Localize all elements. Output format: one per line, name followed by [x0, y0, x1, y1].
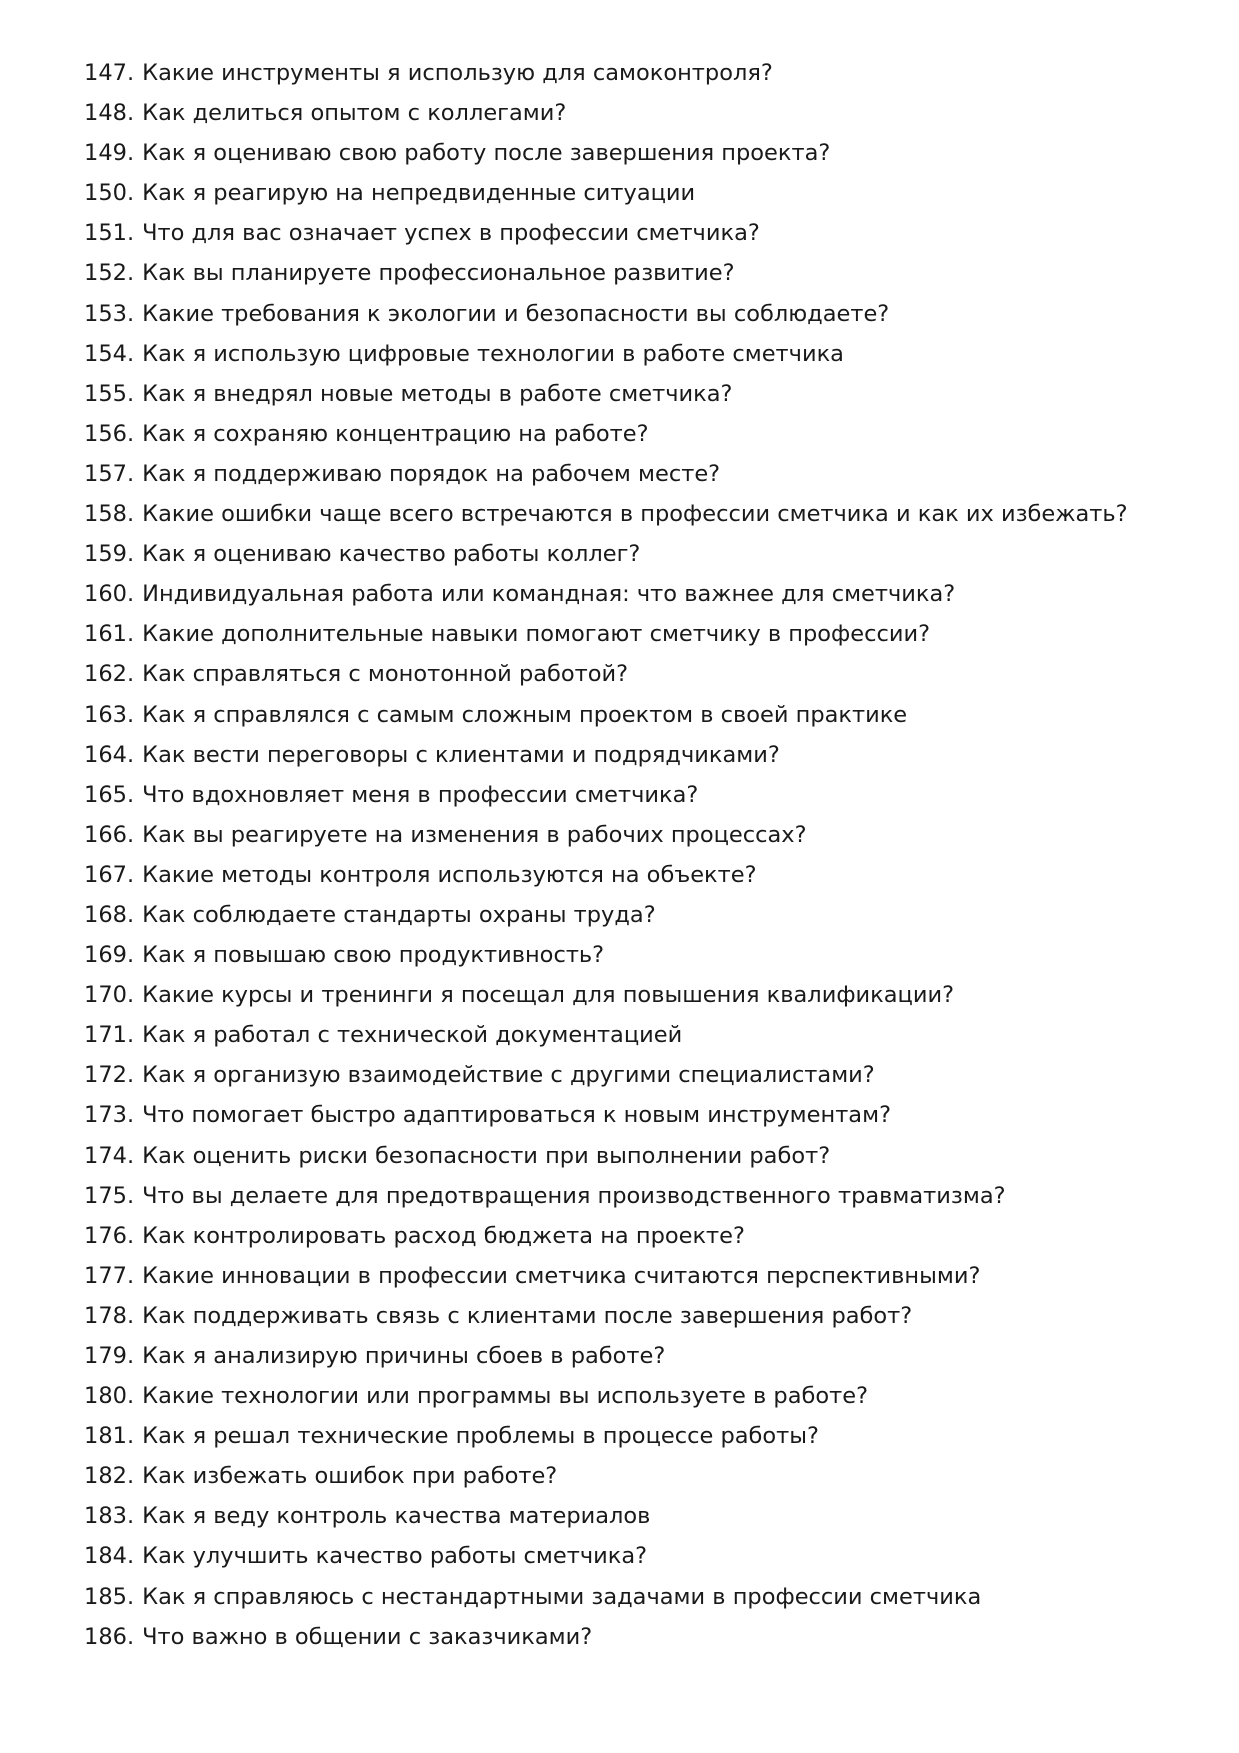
question-number: 158. — [84, 501, 135, 528]
question-text: Как вы реагируете на изменения в рабочих процессах? — [142, 821, 807, 848]
question-number: 183. — [84, 1503, 135, 1530]
list-item — [84, 301, 1184, 341]
question-number: 181. — [84, 1423, 135, 1450]
list-item — [84, 581, 1184, 621]
question-number: 171. — [84, 1022, 135, 1049]
question-number: 156. — [84, 420, 135, 447]
question-text: Как я поддерживаю порядок на рабочем месте? — [142, 460, 721, 487]
question-text: Какие дополнительные навыки помогают сметчику в профессии? — [142, 621, 931, 648]
question-text: Как я справлялся с самым сложным проектом в своей практике — [142, 701, 908, 728]
question-number: 163. — [84, 701, 135, 728]
question-number: 165. — [84, 781, 135, 808]
list-item — [84, 1543, 1184, 1583]
list-item — [84, 421, 1184, 461]
list-item — [84, 661, 1184, 701]
question-text: Как я сохраняю концентрацию на работе? — [142, 420, 649, 447]
question-number: 185. — [84, 1583, 135, 1610]
question-text: Какие ошибки чаще всего встречаются в профессии сметчика и как их избежать? — [142, 501, 1128, 528]
list-item — [84, 1062, 1184, 1102]
question-text: Что вдохновляет меня в профессии сметчика? — [142, 781, 699, 808]
question-text: Как избежать ошибок при работе? — [142, 1463, 558, 1490]
question-text: Какие курсы и тренинги я посещал для повышения квалификации? — [142, 982, 955, 1009]
list-item — [84, 902, 1184, 942]
question-text: Как контролировать расход бюджета на проекте? — [142, 1222, 745, 1249]
question-number: 168. — [84, 901, 135, 928]
question-number: 152. — [84, 260, 135, 287]
list-item — [84, 862, 1184, 902]
list-item — [84, 1183, 1184, 1223]
question-number: 178. — [84, 1302, 135, 1329]
question-text: Как я веду контроль качества материалов — [142, 1503, 651, 1530]
list-item — [84, 1383, 1184, 1423]
question-number: 157. — [84, 460, 135, 487]
list-item — [84, 381, 1184, 421]
question-number: 153. — [84, 300, 135, 327]
question-text: Как я справляюсь с нестандартными задачами в профессии сметчика — [142, 1583, 982, 1610]
list-item — [84, 60, 1184, 100]
question-number: 182. — [84, 1463, 135, 1490]
list-item — [84, 822, 1184, 862]
question-number: 159. — [84, 541, 135, 568]
question-text: Что для вас означает успех в профессии сметчика? — [142, 220, 760, 247]
question-number: 170. — [84, 982, 135, 1009]
question-number: 162. — [84, 661, 135, 688]
question-text: Как улучшить качество работы сметчика? — [142, 1543, 648, 1570]
question-number: 177. — [84, 1262, 135, 1289]
list-item — [84, 1423, 1184, 1463]
question-text: Как я решал технические проблемы в процессе работы? — [142, 1423, 819, 1450]
list-item — [84, 1022, 1184, 1062]
list-item — [84, 180, 1184, 220]
question-text: Что вы делаете для предотвращения производственного травматизма? — [142, 1182, 1006, 1209]
list-item — [84, 982, 1184, 1022]
question-text: Как я оцениваю свою работу после завершения проекта? — [142, 140, 831, 167]
question-text: Какие технологии или программы вы используете в работе? — [142, 1383, 869, 1410]
list-item — [84, 1343, 1184, 1383]
question-text: Как я организую взаимодействие с другими специалистами? — [142, 1062, 875, 1089]
list-item — [84, 1503, 1184, 1543]
question-number: 175. — [84, 1182, 135, 1209]
list-item — [84, 1263, 1184, 1303]
question-text: Как я работал с технической документацией — [142, 1022, 683, 1049]
question-text: Что помогает быстро адаптироваться к новым инструментам? — [142, 1102, 892, 1129]
question-text: Как поддерживать связь с клиентами после завершения работ? — [142, 1302, 913, 1329]
question-number: 174. — [84, 1142, 135, 1169]
question-text: Как соблюдаете стандарты охраны труда? — [142, 901, 656, 928]
list-item — [84, 541, 1184, 581]
question-number: 166. — [84, 821, 135, 848]
question-text: Как я анализирую причины сбоев в работе? — [142, 1343, 666, 1369]
question-text: Как вести переговоры с клиентами и подрядчиками? — [142, 741, 780, 768]
question-number: 184. — [84, 1543, 135, 1570]
list-item — [84, 140, 1184, 180]
list-item — [84, 220, 1184, 260]
question-number: 180. — [84, 1383, 135, 1410]
question-text: Как я внедрял новые методы в работе сметчика? — [142, 380, 733, 407]
list-item — [84, 100, 1184, 140]
list-item — [84, 942, 1184, 982]
question-number: 149. — [84, 140, 135, 167]
question-text: Индивидуальная работа или командная: что важнее для сметчика? — [142, 581, 956, 608]
question-text: Как оценить риски безопасности при выполнении работ? — [142, 1142, 831, 1169]
list-item — [84, 1463, 1184, 1503]
question-text: Как справляться с монотонной работой? — [142, 661, 629, 688]
question-text: Какие методы контроля используются на объекте? — [142, 861, 757, 888]
question-text: Какие инновации в профессии сметчика считаются перспективными? — [142, 1262, 981, 1289]
question-text: Какие требования к экологии и безопасности вы соблюдаете? — [142, 300, 890, 327]
list-item — [84, 1223, 1184, 1263]
list-item — [84, 260, 1184, 300]
question-text: Как делиться опытом с коллегами? — [142, 100, 567, 127]
list-item — [84, 1624, 1184, 1664]
list-item — [84, 782, 1184, 822]
list-item — [84, 501, 1184, 541]
question-text: Как я оцениваю качество работы коллег? — [142, 541, 641, 568]
question-text: Как я использую цифровые технологии в работе сметчика — [142, 340, 844, 367]
question-text: Как я повышаю свою продуктивность? — [142, 942, 605, 969]
question-number: 148. — [84, 100, 135, 127]
list-item — [84, 461, 1184, 501]
question-list — [84, 60, 1184, 1664]
question-number: 167. — [84, 861, 135, 888]
question-number: 154. — [84, 340, 135, 367]
question-text: Что важно в общении с заказчиками? — [142, 1623, 593, 1650]
question-number: 186. — [84, 1623, 135, 1650]
list-item — [84, 1584, 1184, 1624]
list-item — [84, 621, 1184, 661]
question-text: Какие инструменты я использую для самоконтроля? — [142, 60, 773, 86]
question-number: 160. — [84, 581, 135, 608]
question-number: 161. — [84, 621, 135, 648]
list-item — [84, 341, 1184, 381]
question-text: Как я реагирую на непредвиденные ситуации — [142, 180, 696, 207]
question-number: 172. — [84, 1062, 135, 1089]
question-number: 173. — [84, 1102, 135, 1129]
question-number: 179. — [84, 1343, 135, 1369]
question-number: 151. — [84, 220, 135, 247]
list-item — [84, 1303, 1184, 1343]
question-number: 147. — [84, 60, 135, 86]
list-item — [84, 742, 1184, 782]
question-number: 169. — [84, 942, 135, 969]
question-number: 176. — [84, 1222, 135, 1249]
list-item — [84, 1143, 1184, 1183]
question-number: 155. — [84, 380, 135, 407]
list-item — [84, 702, 1184, 742]
question-text: Как вы планируете профессиональное развитие? — [142, 260, 735, 287]
list-item — [84, 1102, 1184, 1142]
question-number: 164. — [84, 741, 135, 768]
question-number: 150. — [84, 180, 135, 207]
